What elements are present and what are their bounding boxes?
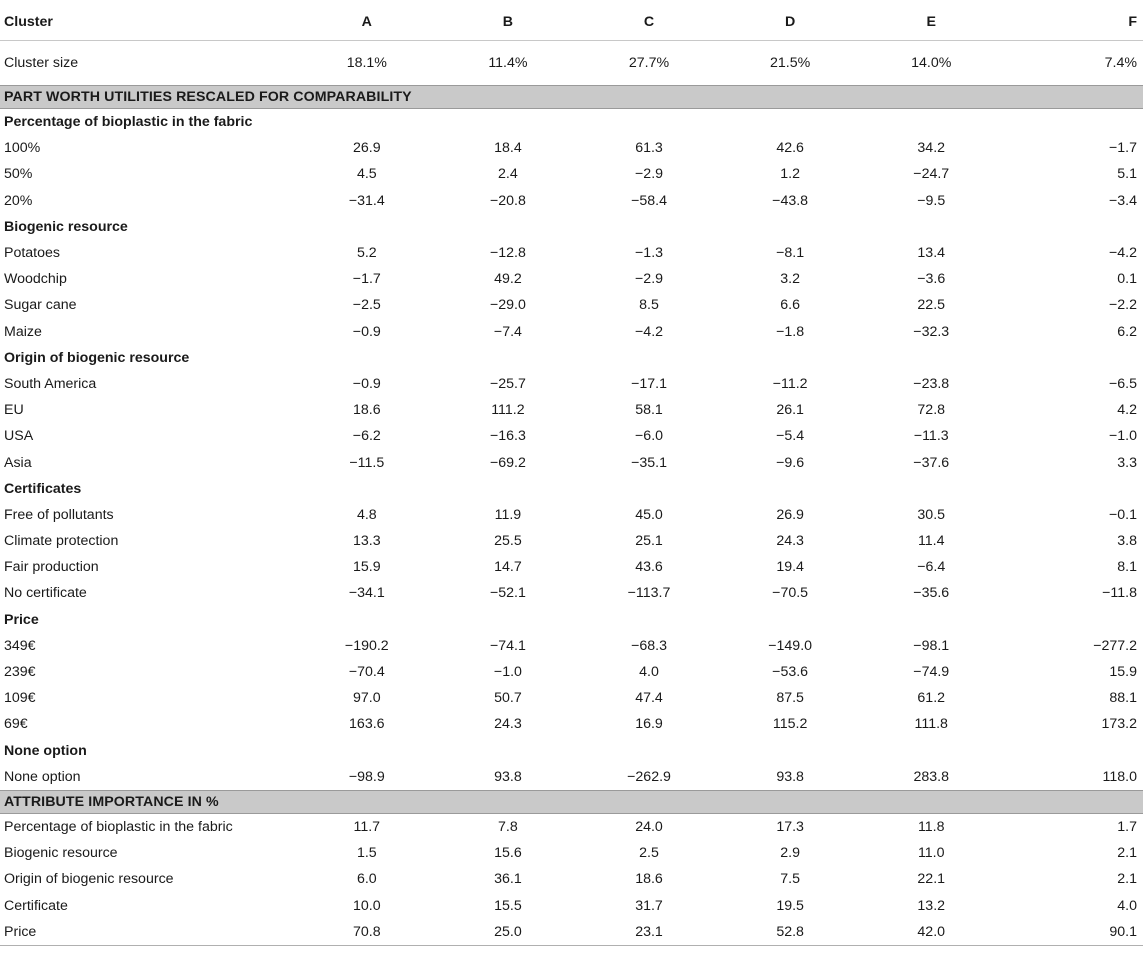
cell-value: 2.4 — [498, 166, 518, 183]
cell-value: −262.9 — [627, 768, 671, 785]
cell-value: −98.9 — [348, 768, 385, 785]
cell-value: 18.6 — [635, 871, 663, 888]
cell-value: −8.1 — [776, 245, 805, 262]
cell-value: −29.0 — [489, 297, 526, 314]
group-title: Origin of biogenic resource — [4, 349, 190, 366]
cell-value: 2.5 — [639, 845, 659, 862]
cell-value: 27.7% — [628, 55, 670, 71]
cell-value: −6.0 — [635, 428, 664, 445]
cell-value: −25.7 — [489, 375, 526, 392]
cell-value: 4.2 — [1117, 402, 1137, 419]
cell-value: −70.4 — [348, 664, 385, 681]
table-row — [0, 840, 1143, 866]
table-row — [0, 685, 1143, 711]
cell-value: −1.8 — [776, 323, 805, 340]
header-cluster: F — [1002, 4, 1143, 41]
table-row — [0, 188, 1143, 214]
cell-value: 70.8 — [296, 919, 437, 946]
cell-value: 6.6 — [780, 297, 800, 314]
cell-value: 61.2 — [917, 690, 946, 707]
row-label: 109€ — [4, 690, 36, 707]
row-label: 349€ — [4, 637, 36, 654]
group-header-row — [0, 214, 1143, 240]
table-row — [0, 892, 1143, 918]
cell-value: −70.5 — [772, 585, 809, 602]
cell-value: 26.9 — [776, 506, 804, 523]
cell-value: 52.8 — [720, 919, 861, 946]
cell-value: 25.5 — [494, 533, 522, 550]
cell-value: 43.6 — [635, 559, 663, 576]
cell-value: 115.2 — [772, 716, 808, 733]
cell-value: 2.1 — [1117, 871, 1137, 888]
cell-value: −31.4 — [348, 192, 385, 209]
cell-value: −5.4 — [776, 428, 805, 445]
group-title: Certificates — [4, 480, 82, 497]
cell-value: −52.1 — [489, 585, 526, 602]
cell-value: −43.8 — [772, 192, 809, 209]
row-label: Potatoes — [4, 245, 61, 262]
cell-value: 93.8 — [776, 768, 804, 785]
cell-value: 5.2 — [356, 245, 377, 262]
row-label: Climate protection — [4, 533, 119, 550]
cell-value: −37.6 — [913, 454, 950, 471]
cell-value: 1.2 — [780, 166, 800, 183]
cell-value: −69.2 — [489, 454, 526, 471]
cell-value: −35.1 — [631, 454, 667, 471]
header-cluster: A — [296, 4, 437, 41]
cell-value: −9.5 — [917, 192, 946, 209]
cell-value: 88.1 — [1109, 690, 1137, 707]
cell-value: −34.1 — [348, 585, 385, 602]
header-label: Cluster — [0, 4, 296, 41]
cell-value: 15.5 — [494, 897, 522, 914]
cell-value: −11.5 — [349, 454, 385, 471]
cell-value: 111.2 — [491, 402, 525, 419]
group-title: Percentage of bioplastic in the fabric — [4, 114, 253, 131]
cell-value: 1.7 — [1117, 818, 1137, 835]
cell-value: 10.0 — [352, 897, 381, 914]
cell-value: 11.4% — [488, 55, 528, 71]
cell-value: 45.0 — [635, 506, 663, 523]
cell-value: −1.7 — [1108, 140, 1137, 157]
cell-value: 13.3 — [352, 533, 381, 550]
cell-value: 7.8 — [498, 818, 518, 835]
cell-value: 11.8 — [917, 818, 945, 835]
cell-value: 14.0% — [911, 55, 952, 71]
cell-value: 1.5 — [356, 845, 377, 862]
cell-value: −11.3 — [913, 428, 949, 445]
cell-value: 97.0 — [352, 690, 381, 707]
cell-value: −0.1 — [1108, 506, 1137, 523]
cell-value: −1.0 — [493, 664, 522, 681]
cell-value: 11.0 — [917, 845, 945, 862]
cell-value: −11.2 — [772, 375, 808, 392]
group-header-row — [0, 345, 1143, 371]
cell-value: 42.6 — [776, 140, 804, 157]
cell-value: −1.3 — [635, 245, 664, 262]
header-cluster: D — [720, 4, 861, 41]
cell-value: 15.9 — [1109, 664, 1137, 681]
cell-value: 4.8 — [356, 506, 377, 523]
row-label: Asia — [4, 454, 32, 471]
row-label: Price — [0, 919, 296, 946]
cell-value: 13.2 — [917, 897, 946, 914]
table-row — [0, 397, 1143, 423]
cell-value: −149.0 — [768, 637, 813, 654]
row-label: South America — [4, 375, 97, 392]
cell-value: −190.2 — [344, 637, 389, 654]
cell-value: −68.3 — [631, 637, 667, 654]
cell-value: −16.3 — [489, 428, 526, 445]
row-label: EU — [4, 402, 24, 419]
cell-value: 49.2 — [494, 271, 522, 288]
section-header-part-worth — [0, 86, 1143, 109]
cell-value: −3.4 — [1108, 192, 1137, 209]
cell-value: 283.8 — [913, 768, 949, 785]
cell-value: 25.0 — [437, 919, 578, 946]
cell-value: 2.1 — [1117, 845, 1137, 862]
cell-value: −24.7 — [913, 166, 950, 183]
cell-value: 93.8 — [494, 768, 522, 785]
header-cluster: C — [578, 4, 719, 41]
row-label: 69€ — [4, 716, 28, 733]
cell-value: 5.1 — [1117, 166, 1137, 183]
cell-value: −98.1 — [913, 637, 950, 654]
row-label: Cluster size — [4, 55, 79, 71]
cell-value: 118.0 — [1102, 768, 1137, 785]
cluster-size-row — [0, 41, 1143, 86]
cell-value: 58.1 — [635, 402, 663, 419]
cell-value: −11.8 — [1102, 585, 1137, 602]
cell-value: −4.2 — [635, 323, 664, 340]
section-title: ATTRIBUTE IMPORTANCE IN % — [0, 790, 1143, 813]
cell-value: 34.2 — [917, 140, 946, 157]
cell-value: 22.5 — [917, 297, 946, 314]
row-label: Origin of biogenic resource — [4, 871, 174, 888]
cell-value: −6.4 — [917, 559, 946, 576]
cell-value: 42.0 — [861, 919, 1002, 946]
row-label: 20% — [4, 192, 33, 209]
group-title: Price — [4, 611, 39, 628]
cell-value: 7.4% — [1104, 55, 1137, 71]
row-label: No certificate — [4, 585, 87, 602]
cell-value: 26.1 — [776, 402, 804, 419]
cell-value: 30.5 — [917, 506, 946, 523]
header-cluster: E — [861, 4, 1002, 41]
cell-value: −3.6 — [917, 271, 946, 288]
cell-value: 21.5% — [770, 55, 811, 71]
cell-value: −113.7 — [627, 585, 671, 602]
group-header-row — [0, 738, 1143, 764]
cell-value: −7.4 — [493, 323, 522, 340]
cell-value: 11.4 — [917, 533, 945, 550]
row-label: Percentage of bioplastic in the fabric — [4, 818, 233, 835]
cell-value: 87.5 — [776, 690, 804, 707]
cell-value: 18.6 — [352, 402, 381, 419]
cell-value: −6.2 — [352, 428, 381, 445]
row-label: Biogenic resource — [4, 845, 118, 862]
cell-value: 16.9 — [635, 716, 663, 733]
group-header-row — [0, 607, 1143, 633]
header-row — [0, 4, 1143, 41]
cell-value: 72.8 — [917, 402, 946, 419]
cell-value: 61.3 — [635, 140, 663, 157]
table-row — [0, 449, 1143, 475]
cell-value: 24.3 — [494, 716, 522, 733]
cell-value: 6.2 — [1117, 323, 1137, 340]
cell-value: −58.4 — [631, 192, 667, 209]
table-row — [0, 813, 1143, 840]
cell-value: 50.7 — [494, 690, 522, 707]
cell-value: −2.9 — [635, 271, 664, 288]
table-row — [0, 240, 1143, 266]
cell-value: 11.7 — [353, 818, 381, 835]
table-row — [0, 711, 1143, 737]
group-header-row — [0, 109, 1143, 136]
cell-value: −35.6 — [913, 585, 950, 602]
table-row — [0, 319, 1143, 345]
cell-value: 3.8 — [1117, 533, 1137, 550]
cell-value: −12.8 — [489, 245, 526, 262]
cell-value: −2.5 — [352, 297, 381, 314]
cell-value: 2.9 — [780, 845, 800, 862]
cell-value: 31.7 — [635, 897, 663, 914]
table-row — [0, 266, 1143, 292]
cell-value: 26.9 — [352, 140, 381, 157]
section-header-attribute-importance — [0, 790, 1143, 813]
cell-value: −4.2 — [1108, 245, 1137, 262]
cell-value: −0.9 — [352, 323, 381, 340]
cell-value: 0.1 — [1117, 271, 1137, 288]
row-label: Fair production — [4, 559, 99, 576]
cell-value: 36.1 — [494, 871, 522, 888]
cluster-utilities-table — [0, 4, 1143, 946]
cell-value: −23.8 — [913, 375, 950, 392]
row-label: None option — [4, 768, 81, 785]
cell-value: 24.0 — [635, 818, 663, 835]
cell-value: −2.9 — [635, 166, 664, 183]
cell-value: −1.7 — [352, 271, 381, 288]
group-title: None option — [4, 742, 87, 759]
cell-value: 7.5 — [780, 871, 800, 888]
table-row — [0, 135, 1143, 161]
cell-value: 163.6 — [349, 716, 385, 733]
cell-value: 25.1 — [635, 533, 663, 550]
table-row — [0, 764, 1143, 791]
table-row — [0, 161, 1143, 187]
cell-value: −20.8 — [489, 192, 526, 209]
cell-value: 3.3 — [1117, 454, 1137, 471]
cell-value: 3.2 — [780, 271, 800, 288]
row-label: Sugar cane — [4, 297, 77, 314]
cell-value: 14.7 — [494, 559, 522, 576]
cell-value: 90.1 — [1002, 919, 1143, 946]
table-row — [0, 580, 1143, 606]
cell-value: 8.1 — [1117, 559, 1137, 576]
table-row — [0, 502, 1143, 528]
table-row — [0, 423, 1143, 449]
cell-value: 4.0 — [639, 664, 659, 681]
cell-value: −74.9 — [913, 664, 950, 681]
cell-value: 24.3 — [776, 533, 804, 550]
cell-value: 47.4 — [635, 690, 663, 707]
table-row — [0, 292, 1143, 318]
row-label: 100% — [4, 140, 41, 157]
cell-value: 6.0 — [356, 871, 377, 888]
cell-value: −53.6 — [772, 664, 809, 681]
cell-value: −2.2 — [1108, 297, 1137, 314]
cell-value: −6.5 — [1108, 375, 1137, 392]
row-label: Certificate — [4, 897, 68, 914]
cell-value: 15.6 — [494, 845, 522, 862]
group-title: Biogenic resource — [4, 218, 128, 235]
cell-value: −277.2 — [1093, 637, 1137, 654]
group-header-row — [0, 476, 1143, 502]
section-title: PART WORTH UTILITIES RESCALED FOR COMPARABILITY — [0, 86, 1143, 109]
cell-value: −74.1 — [489, 637, 526, 654]
cell-value: −32.3 — [913, 323, 950, 340]
cell-value: 111.8 — [914, 716, 948, 733]
cell-value: 8.5 — [639, 297, 659, 314]
cell-value: −1.0 — [1108, 428, 1137, 445]
table-row — [0, 528, 1143, 554]
cell-value: 15.9 — [352, 559, 381, 576]
table-row — [0, 866, 1143, 892]
cell-value: 11.9 — [494, 506, 522, 523]
cell-value: −17.1 — [631, 375, 667, 392]
row-label: 239€ — [4, 664, 36, 681]
cell-value: −9.6 — [776, 454, 805, 471]
cell-value: 19.5 — [776, 897, 804, 914]
table-row — [0, 554, 1143, 580]
row-label: Woodchip — [4, 271, 67, 288]
cell-value: 4.5 — [356, 166, 377, 183]
table-row — [0, 371, 1143, 397]
table-row — [0, 919, 1143, 946]
cell-value: 173.2 — [1101, 716, 1137, 733]
row-label: Free of pollutants — [4, 506, 114, 523]
header-cluster: B — [437, 4, 578, 41]
table-row — [0, 659, 1143, 685]
cell-value: 23.1 — [578, 919, 719, 946]
cell-value: 19.4 — [776, 559, 804, 576]
cell-value: 22.1 — [917, 871, 946, 888]
table-row — [0, 633, 1143, 659]
cell-value: 13.4 — [917, 245, 946, 262]
cell-value: 18.1% — [346, 55, 387, 71]
row-label: 50% — [4, 166, 33, 183]
cell-value: −0.9 — [352, 375, 381, 392]
row-label: Maize — [4, 323, 42, 340]
row-label: USA — [4, 428, 34, 445]
cell-value: 18.4 — [494, 140, 522, 157]
cell-value: 17.3 — [776, 818, 804, 835]
cell-value: 4.0 — [1117, 897, 1137, 914]
